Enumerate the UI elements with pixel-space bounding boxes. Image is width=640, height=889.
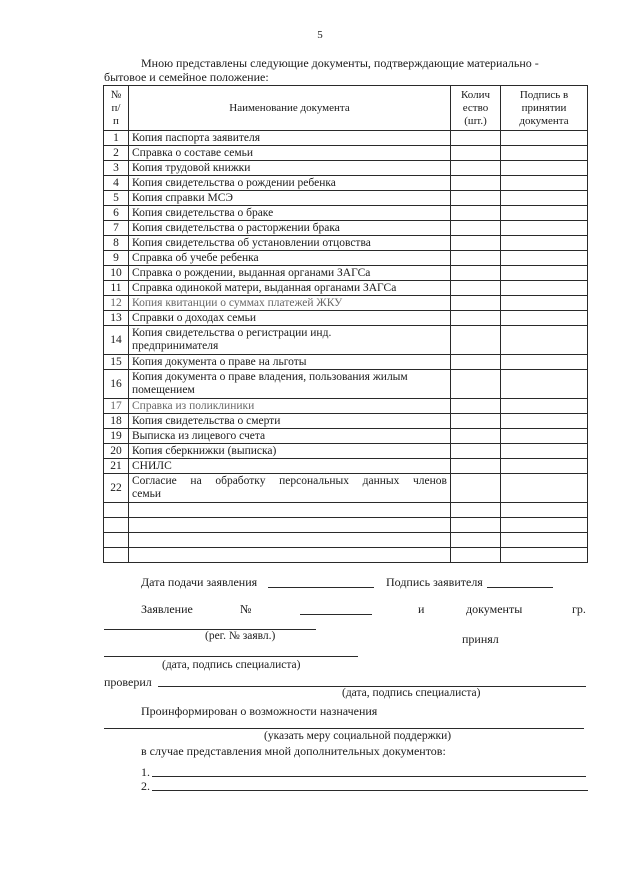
- statement-number-line[interactable]: [300, 614, 372, 615]
- row-sign-cell[interactable]: [501, 311, 588, 326]
- row-doc-name: Копия паспорта заявителя: [129, 131, 451, 146]
- table-row: [104, 266, 588, 281]
- row-qty-cell[interactable]: [451, 191, 501, 206]
- empty-cell[interactable]: [129, 548, 451, 563]
- table-row: [104, 355, 588, 370]
- empty-cell: [104, 503, 129, 518]
- table-row: [104, 146, 588, 161]
- row-number: 4: [104, 176, 129, 191]
- header-sign-line-1: Подпись в: [519, 88, 569, 101]
- table-row: [104, 296, 588, 311]
- row-sign-cell[interactable]: [501, 236, 588, 251]
- row-doc-name: Копия свидетельства о браке: [129, 206, 451, 221]
- row-qty-cell[interactable]: [451, 176, 501, 191]
- header-qty-line-3: (шт.): [464, 114, 487, 127]
- row-number: 13: [104, 311, 129, 326]
- table-row: [104, 251, 588, 266]
- table-row: [104, 459, 588, 474]
- table-row: [104, 474, 588, 503]
- row-sign-cell[interactable]: [501, 251, 588, 266]
- row-doc-name: Справки о доходах семьи: [129, 311, 451, 326]
- table-row-empty: [104, 503, 588, 518]
- row-qty-cell[interactable]: [451, 414, 501, 429]
- row-sign-cell[interactable]: [501, 429, 588, 444]
- row-number: 10: [104, 266, 129, 281]
- row-qty-cell[interactable]: [451, 429, 501, 444]
- table-row: [104, 281, 588, 296]
- row-sign-cell[interactable]: [501, 444, 588, 459]
- row-sign-cell[interactable]: [501, 474, 588, 503]
- list-item-1-line[interactable]: [152, 776, 586, 777]
- row-doc-name-line-1: Копия свидетельства о регистрации инд.: [132, 327, 332, 339]
- row-doc-name: Справка из поликлиники: [129, 399, 451, 414]
- table-row-empty: [104, 533, 588, 548]
- empty-cell[interactable]: [501, 533, 588, 548]
- row-sign-cell[interactable]: [501, 355, 588, 370]
- accepted-line[interactable]: [104, 656, 358, 657]
- header-doc-name: Наименование документа: [129, 86, 451, 131]
- row-sign-cell[interactable]: [501, 221, 588, 236]
- table-row: [104, 176, 588, 191]
- header-qty-line-2: ество: [462, 101, 489, 114]
- number-sign: №: [240, 602, 252, 616]
- row-qty-cell[interactable]: [451, 251, 501, 266]
- empty-cell[interactable]: [129, 518, 451, 533]
- row-sign-cell[interactable]: [501, 414, 588, 429]
- row-doc-name: Копия свидетельства о смерти: [129, 414, 451, 429]
- row-qty-cell[interactable]: [451, 281, 501, 296]
- table-row: [104, 444, 588, 459]
- row-qty-cell[interactable]: [451, 326, 501, 355]
- row-qty-cell[interactable]: [451, 266, 501, 281]
- row-doc-name-line-1: Согласие на обработку персональных данных членов: [132, 475, 447, 487]
- row-doc-name-line-2: предпринимателя: [132, 340, 219, 352]
- row-doc-name: СНИЛС: [129, 459, 451, 474]
- row-qty-cell[interactable]: [451, 355, 501, 370]
- row-doc-name: Копия документа о праве на льготы: [129, 355, 451, 370]
- signature-label: Подпись заявителя: [386, 575, 483, 589]
- empty-cell[interactable]: [451, 533, 501, 548]
- header-qty: [451, 86, 501, 131]
- table-row: [104, 311, 588, 326]
- row-doc-name: Копия квитанции о суммах платежей ЖКУ: [129, 296, 451, 311]
- row-doc-name: Копия свидетельства о рождении ребенка: [129, 176, 451, 191]
- row-sign-cell[interactable]: [501, 176, 588, 191]
- citizen-abbr: гр.: [572, 602, 586, 616]
- date-field-line[interactable]: [268, 587, 374, 588]
- header-qty-line-1: Колич: [460, 88, 491, 101]
- intro-line-1: Мною представлены следующие документы, подтверждающие материально -: [141, 56, 539, 70]
- row-doc-name: Копия справки МСЭ: [129, 191, 451, 206]
- row-doc-name: [129, 474, 451, 503]
- table-row-empty: [104, 548, 588, 563]
- row-qty-cell[interactable]: [451, 459, 501, 474]
- intro-line-2: бытовое и семейное положение:: [104, 70, 269, 84]
- row-doc-name: [129, 370, 451, 399]
- empty-cell[interactable]: [501, 503, 588, 518]
- empty-cell[interactable]: [129, 503, 451, 518]
- empty-cell[interactable]: [129, 533, 451, 548]
- row-qty-cell[interactable]: [451, 131, 501, 146]
- header-num-line-3: п: [113, 114, 119, 127]
- list-item-2-number: 2.: [141, 779, 150, 793]
- row-qty-cell[interactable]: [451, 474, 501, 503]
- support-measure-line[interactable]: [104, 728, 584, 729]
- empty-cell: [104, 548, 129, 563]
- row-doc-name: Копия свидетельства о расторжении брака: [129, 221, 451, 236]
- row-doc-name-line-2: помещением: [132, 384, 195, 396]
- accepted-word: принял: [462, 632, 499, 646]
- row-sign-cell[interactable]: [501, 370, 588, 399]
- row-number: 2: [104, 146, 129, 161]
- date-label: Дата подачи заявления: [141, 575, 258, 589]
- row-qty-cell[interactable]: [451, 206, 501, 221]
- row-sign-cell[interactable]: [501, 161, 588, 176]
- row-doc-name: Копия свидетельства об установлении отцовства: [129, 236, 451, 251]
- page-number: 5: [317, 29, 323, 41]
- header-num: [104, 86, 129, 131]
- table-row: [104, 326, 588, 355]
- row-number: 8: [104, 236, 129, 251]
- row-qty-cell[interactable]: [451, 444, 501, 459]
- empty-cell: [104, 533, 129, 548]
- documents-word: документы: [466, 602, 523, 616]
- table-header-row: [104, 86, 588, 131]
- row-number: 6: [104, 206, 129, 221]
- row-sign-cell[interactable]: [501, 281, 588, 296]
- empty-cell[interactable]: [501, 518, 588, 533]
- table-row-empty: [104, 518, 588, 533]
- table-row: [104, 161, 588, 176]
- row-number: 17: [104, 399, 129, 414]
- and-word: и: [418, 602, 425, 616]
- informed-text: Проинформирован о возможности назначения: [141, 704, 378, 718]
- row-doc-name: Справка об учебе ребенка: [129, 251, 451, 266]
- list-item-2-line[interactable]: [152, 790, 588, 791]
- checked-word: проверил: [104, 675, 152, 689]
- row-sign-cell[interactable]: [501, 326, 588, 355]
- row-number: 7: [104, 221, 129, 236]
- list-item-1-number: 1.: [141, 765, 150, 779]
- empty-cell[interactable]: [451, 503, 501, 518]
- additional-docs-text: в случае представления мной дополнительных документов:: [141, 744, 446, 758]
- row-number: 1: [104, 131, 129, 146]
- signature-field-line[interactable]: [487, 587, 553, 588]
- table-row: [104, 221, 588, 236]
- table-row: [104, 191, 588, 206]
- row-qty-cell[interactable]: [451, 399, 501, 414]
- row-sign-cell[interactable]: [501, 399, 588, 414]
- row-number: 20: [104, 444, 129, 459]
- documents-table: [103, 85, 588, 563]
- header-num-line-1: №: [110, 88, 122, 101]
- row-sign-cell[interactable]: [501, 191, 588, 206]
- header-num-line-2: п/: [111, 101, 121, 114]
- row-qty-cell[interactable]: [451, 146, 501, 161]
- row-qty-cell[interactable]: [451, 296, 501, 311]
- row-qty-cell[interactable]: [451, 161, 501, 176]
- table-row: [104, 370, 588, 399]
- empty-cell[interactable]: [451, 548, 501, 563]
- table-row: [104, 399, 588, 414]
- header-signature: [501, 86, 588, 131]
- row-number: 3: [104, 161, 129, 176]
- table-row: [104, 414, 588, 429]
- table-row: [104, 131, 588, 146]
- row-number: 18: [104, 414, 129, 429]
- row-doc-name: Копия сберкнижки (выписка): [129, 444, 451, 459]
- row-number: 5: [104, 191, 129, 206]
- row-sign-cell[interactable]: [501, 206, 588, 221]
- row-number: 21: [104, 459, 129, 474]
- row-sign-cell[interactable]: [501, 296, 588, 311]
- reg-note: (рег. № заявл.): [205, 630, 276, 642]
- table-row: [104, 429, 588, 444]
- row-number: 22: [104, 474, 129, 503]
- row-qty-cell[interactable]: [451, 236, 501, 251]
- empty-cell: [104, 518, 129, 533]
- row-number: 15: [104, 355, 129, 370]
- row-number: 9: [104, 251, 129, 266]
- row-doc-name: Выписка из лицевого счета: [129, 429, 451, 444]
- row-number: 11: [104, 281, 129, 296]
- row-number: 14: [104, 326, 129, 355]
- row-number: 16: [104, 370, 129, 399]
- row-doc-name-line-1: Копия документа о праве владения, пользования жилым: [132, 371, 408, 383]
- row-doc-name: [129, 326, 451, 355]
- row-number: 12: [104, 296, 129, 311]
- date-sign-note-2: (дата, подпись специалиста): [342, 687, 481, 699]
- statement-word: Заявление: [141, 602, 193, 616]
- row-doc-name: Копия трудовой книжки: [129, 161, 451, 176]
- row-qty-cell[interactable]: [451, 370, 501, 399]
- row-qty-cell[interactable]: [451, 311, 501, 326]
- empty-cell[interactable]: [451, 518, 501, 533]
- row-doc-name-line-2: семьи: [132, 488, 162, 500]
- row-doc-name: Справка одинокой матери, выданная органами ЗАГСа: [129, 281, 451, 296]
- date-sign-note-1: (дата, подпись специалиста): [162, 659, 301, 671]
- row-sign-cell[interactable]: [501, 146, 588, 161]
- row-doc-name: Справка о рождении, выданная органами ЗАГСа: [129, 266, 451, 281]
- row-sign-cell[interactable]: [501, 459, 588, 474]
- header-sign-line-2: принятии: [521, 101, 567, 114]
- row-sign-cell[interactable]: [501, 131, 588, 146]
- table-row: [104, 236, 588, 251]
- empty-cell[interactable]: [501, 548, 588, 563]
- row-sign-cell[interactable]: [501, 266, 588, 281]
- table-row: [104, 206, 588, 221]
- row-doc-name: Справка о составе семьи: [129, 146, 451, 161]
- row-qty-cell[interactable]: [451, 221, 501, 236]
- support-note: (указать меру социальной поддержки): [264, 730, 452, 742]
- header-sign-line-3: документа: [519, 114, 569, 127]
- row-number: 19: [104, 429, 129, 444]
